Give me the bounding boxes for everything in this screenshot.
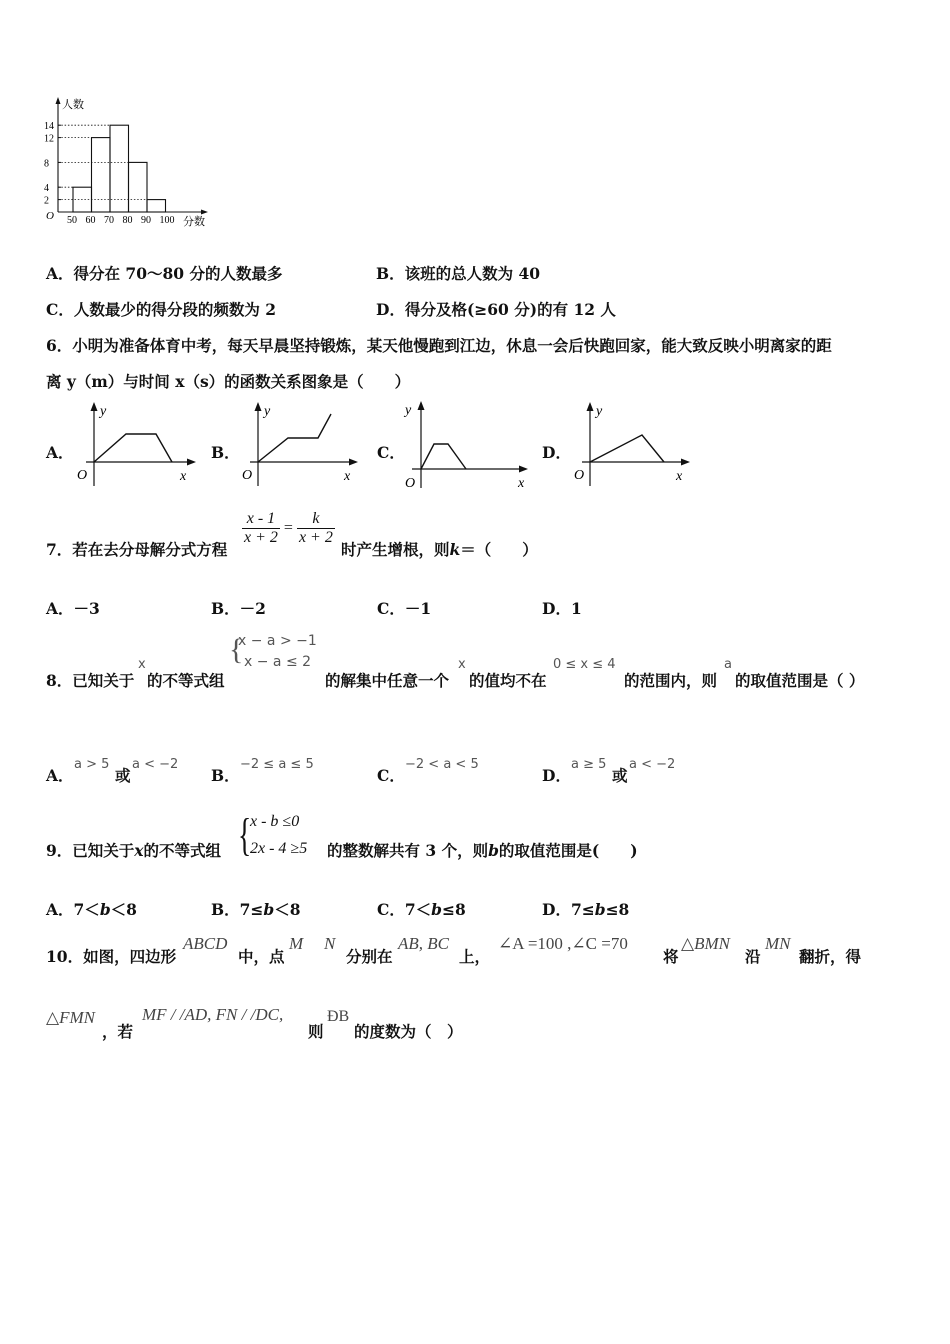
q7-option-d: D．1: [542, 599, 582, 618]
q9-option-c: C．7＜b≤8: [377, 900, 466, 919]
q7-rhs-num: k: [297, 510, 335, 529]
q6-d-axis-x: x: [676, 469, 683, 484]
q7-lhs-num: x - 1: [242, 510, 280, 529]
q10-angles: ∠A =100 ,∠C =70: [498, 934, 628, 953]
q9-var-b: b: [488, 841, 499, 860]
hist-x-tick: 100: [159, 215, 175, 226]
q8-system-line2: x − a ≤ 2: [244, 654, 312, 670]
q8-option-c-m: −2 < a < 5: [405, 757, 479, 772]
q9-option-d: D．7≤b≤8: [542, 900, 630, 919]
hist-bar-90-100: [147, 200, 166, 212]
hist-y-tick: 14: [44, 121, 54, 133]
hist-bar-80-90: [129, 162, 148, 212]
q7-lhs-den: x + 2: [244, 529, 278, 546]
q10-p3: 分别在: [346, 947, 393, 966]
q10-n: N: [324, 934, 336, 953]
q6-label-d: D．: [542, 443, 571, 462]
q7-suffix-text: 时产生增根，则: [341, 540, 450, 559]
hist-y-arrow: [56, 97, 61, 104]
q7-suffix2-text: ＝（ ）: [460, 540, 538, 559]
hist-bar-60-70: [92, 138, 111, 212]
q8-option-b-label: B．: [211, 766, 240, 785]
q8-option-c-label: C．: [377, 766, 405, 785]
q10-angle-b: ÐB: [327, 1008, 350, 1025]
q6-label-c: C．: [377, 443, 405, 462]
q8-option-d-or: 或: [612, 766, 628, 785]
hist-y-tick: 12: [44, 133, 54, 145]
hist-ylabel: 人数: [62, 99, 84, 111]
q7-eq-sign: =: [283, 519, 293, 537]
q6-stem-line1: 6．小明为准备体育中考，每天早晨坚持锻炼，某天他慢跑到江边，休息一会后快跑回家，能大致反映小明离家的距: [46, 336, 832, 355]
hist-x-tick: 60: [85, 215, 96, 226]
q10-sides: AB, BC: [398, 934, 449, 953]
q9-stem-rest: [327, 839, 638, 861]
q6-graph-b: [238, 400, 363, 490]
q8-option-d-m2: a < −2: [629, 757, 676, 772]
q8-var-a: a: [724, 657, 732, 672]
q7-option-a: A．－3: [46, 599, 100, 618]
q8-option-d-label: D．: [542, 766, 571, 785]
hist-x-tick: 70: [104, 215, 114, 226]
q8-option-a-m2: a < −2: [132, 757, 179, 772]
q6-graph-c: [400, 398, 535, 493]
q6-d-origin: O: [574, 468, 585, 483]
q8-range: 0 ≤ x ≤ 4: [553, 657, 616, 672]
q8-stem-p4: 的值均不在: [469, 671, 547, 690]
q7-k: k: [449, 540, 461, 559]
q9-var-x: x: [134, 841, 144, 860]
hist-x-tick: 90: [141, 215, 151, 226]
q8-system-brace: {: [229, 633, 244, 666]
q5-option-b: B．该班的总人数为 40: [376, 264, 541, 283]
q10-p9: 则: [308, 1022, 324, 1041]
hist-y-tick: 4: [44, 183, 49, 195]
q9-stem: [46, 839, 221, 861]
q6-a-origin: O: [77, 468, 88, 483]
q6-b-origin: O: [242, 468, 253, 483]
q6-c-axis-y: y: [405, 403, 412, 418]
q6-graph-a: [72, 400, 197, 490]
q7-stem-suffix: [341, 538, 538, 560]
hist-origin: O: [46, 210, 54, 222]
q6-c-origin: O: [405, 476, 416, 491]
q6-stem-line2: 离 y（m）与时间 x（s）的函数关系图象是（ ）: [46, 372, 411, 391]
q6-a-axis-y: y: [100, 404, 107, 419]
q10-p5: 将: [663, 947, 679, 966]
q6-label-a: A．: [46, 443, 74, 462]
q10-bmn: △BMN: [681, 934, 730, 953]
q6-graph-d: [570, 400, 695, 490]
q10-p1: 10．如图，四边形: [46, 947, 177, 966]
q10-p8: ，若: [102, 1022, 134, 1041]
q10-p4: 上，: [459, 947, 491, 966]
hist-x-tick: 50: [67, 215, 77, 226]
q8-stem-p6: 的取值范围是（ ）: [735, 671, 865, 690]
q6-b-axis-y: y: [264, 404, 271, 419]
q10-p2: 中，点: [238, 947, 285, 966]
hist-y-tick: 8: [44, 158, 49, 170]
q8-system-line1: x − a > −1: [238, 633, 317, 649]
q9-p4: 的取值范围是( ): [498, 841, 638, 860]
q8-stem-p3: 的解集中任意一个: [325, 671, 450, 690]
q8-stem-p5: 的范围内，则: [624, 671, 718, 690]
q7-rhs-den: x + 2: [298, 529, 333, 546]
q9-system-line2: 2x - 4 ≥5: [250, 840, 308, 857]
histogram-chart: [40, 94, 220, 234]
q9-system-line1: x - b ≤0: [250, 813, 300, 830]
q9-p1: 9．已知关于: [46, 841, 135, 860]
q9-p3: 的整数解共有 3 个，则: [327, 841, 489, 860]
hist-xlabel: 分数: [183, 216, 205, 228]
hist-x-tick: 80: [122, 215, 133, 226]
hist-y-tick: 2: [44, 195, 49, 207]
q9-option-a: A．7＜b＜8: [46, 900, 137, 919]
q9-p2: 的不等式组: [143, 841, 222, 860]
q6-label-b: B．: [211, 443, 240, 462]
q8-option-a-m1: a > 5: [74, 757, 110, 772]
q8-stem-p2: 的不等式组: [147, 671, 225, 690]
q9-system-brace: {: [238, 809, 252, 860]
hist-bar-70-80: [110, 125, 129, 212]
q10-mn: MN: [765, 934, 791, 953]
q10-p6: 沿: [745, 947, 761, 966]
q8-option-d-m1: a ≥ 5: [571, 757, 607, 772]
q6-d-axis-y: y: [596, 404, 603, 419]
q10-fmn: △FMN: [46, 1008, 95, 1027]
q6-c-axis-x: x: [518, 476, 525, 491]
q10-m: M: [289, 934, 304, 953]
q7-option-c: C．－1: [377, 599, 432, 618]
q10-p10: 的度数为（ ）: [354, 1022, 463, 1041]
q7-option-b: B．－2: [211, 599, 266, 618]
q8-var-x2: x: [458, 657, 466, 672]
q10-abcd: ABCD: [183, 934, 228, 953]
q5-option-c: C．人数最少的得分段的频数为 2: [46, 300, 277, 319]
q5-option-a: A．得分在 70～80 分的人数最多: [46, 264, 283, 283]
q7-equation: [242, 510, 335, 547]
hist-x-arrow: [201, 210, 208, 215]
q8-stem-p1: 8．已知关于: [46, 671, 135, 690]
q10-parallel: MF / /AD, FN / /DC,: [142, 1005, 284, 1024]
q8-option-a-label: A．: [46, 766, 74, 785]
q10-p7: 翻折，得: [799, 947, 862, 966]
q8-option-b-m: −2 ≤ a ≤ 5: [240, 757, 314, 772]
q9-option-b: B．7≤b＜8: [211, 900, 301, 919]
q6-a-axis-x: x: [180, 469, 187, 484]
q6-b-axis-x: x: [344, 469, 351, 484]
q5-option-d: D．得分及格(≥60 分)的有 12 人: [376, 300, 616, 319]
q8-var-x1: x: [138, 657, 146, 672]
q8-option-a-or: 或: [115, 766, 131, 785]
q7-stem-prefix: 7．若在去分母解分式方程: [46, 540, 228, 559]
